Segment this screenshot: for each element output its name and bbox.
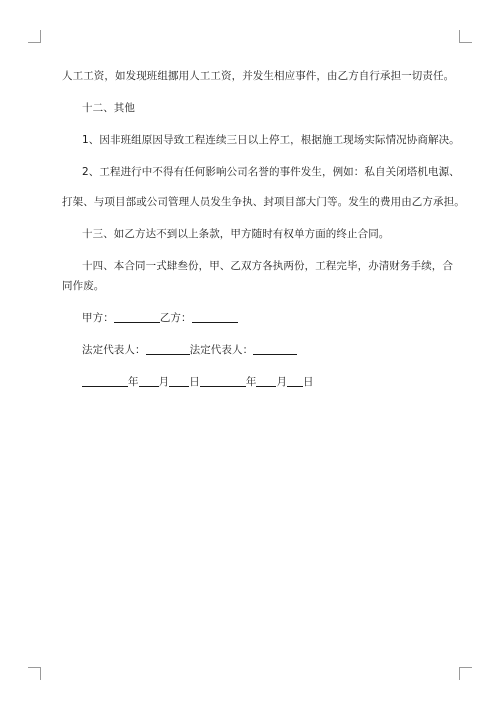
clause-work-stoppage: 1、因非班组原因导致工程连续三日以上停工，根据施工现场实际情况协商解决。 bbox=[82, 134, 460, 146]
date-a-day-blank[interactable] bbox=[169, 374, 189, 387]
date-b-day-label: 日 bbox=[303, 376, 314, 388]
date-b-month-label: 月 bbox=[276, 376, 288, 388]
clause-copies-line-2: 同作废。 bbox=[62, 280, 105, 292]
section-heading-other: 十二、其他 bbox=[82, 102, 135, 114]
date-b-year-blank[interactable] bbox=[200, 374, 246, 387]
clause-termination: 十三、如乙方达不到以上条款，甲方随时有权单方面的终止合同。 bbox=[82, 228, 390, 240]
rep-a-label: 法定代表人： bbox=[82, 344, 146, 356]
date-b-day-blank[interactable] bbox=[287, 374, 303, 387]
rep-a-blank[interactable] bbox=[146, 342, 190, 355]
date-b-month-blank[interactable] bbox=[256, 374, 276, 387]
crop-mark-bottom-left bbox=[28, 667, 41, 680]
crop-mark-top-left bbox=[28, 30, 41, 43]
clause-reputation-line-1: 2、工程进行中不得有任何影响公司名誉的事件发生，例如：私自关闭塔机电源、 bbox=[82, 166, 460, 178]
party-b-label: 乙方： bbox=[159, 312, 192, 324]
date-a-month-label: 月 bbox=[158, 376, 170, 388]
party-a-blank[interactable] bbox=[114, 310, 160, 323]
signature-parties-row bbox=[62, 308, 442, 328]
date-a-month-blank[interactable] bbox=[139, 374, 159, 387]
date-a-year-label: 年 bbox=[128, 376, 139, 388]
rep-b-label: 法定代表人： bbox=[189, 344, 254, 356]
clause-reputation-line-2: 打架、与项目部或公司管理人员发生争执、封项目部大门等。发生的费用由乙方承担。 bbox=[62, 196, 465, 208]
clause-copies-line-1: 十四、本合同一式肆叁份，甲、乙双方各执两份，工程完毕，办清财务手续，合 bbox=[82, 260, 453, 272]
crop-mark-top-right bbox=[459, 30, 472, 43]
party-b-blank[interactable] bbox=[192, 310, 238, 323]
date-a-day-label: 日 bbox=[189, 376, 200, 388]
date-a-year-blank[interactable] bbox=[82, 374, 128, 387]
crop-mark-bottom-right bbox=[459, 667, 472, 680]
date-b-year-label: 年 bbox=[245, 376, 257, 388]
document-body bbox=[62, 66, 465, 392]
signature-representatives-row bbox=[62, 340, 442, 360]
paragraph-wage-responsibility: 人工工资，如发现班组挪用人工工资，并发生相应事件，由乙方自行承担一切责任。 bbox=[62, 70, 455, 82]
rep-b-blank[interactable] bbox=[253, 342, 297, 355]
party-a-label: 甲方： bbox=[82, 312, 114, 324]
signature-date-row bbox=[62, 372, 442, 392]
